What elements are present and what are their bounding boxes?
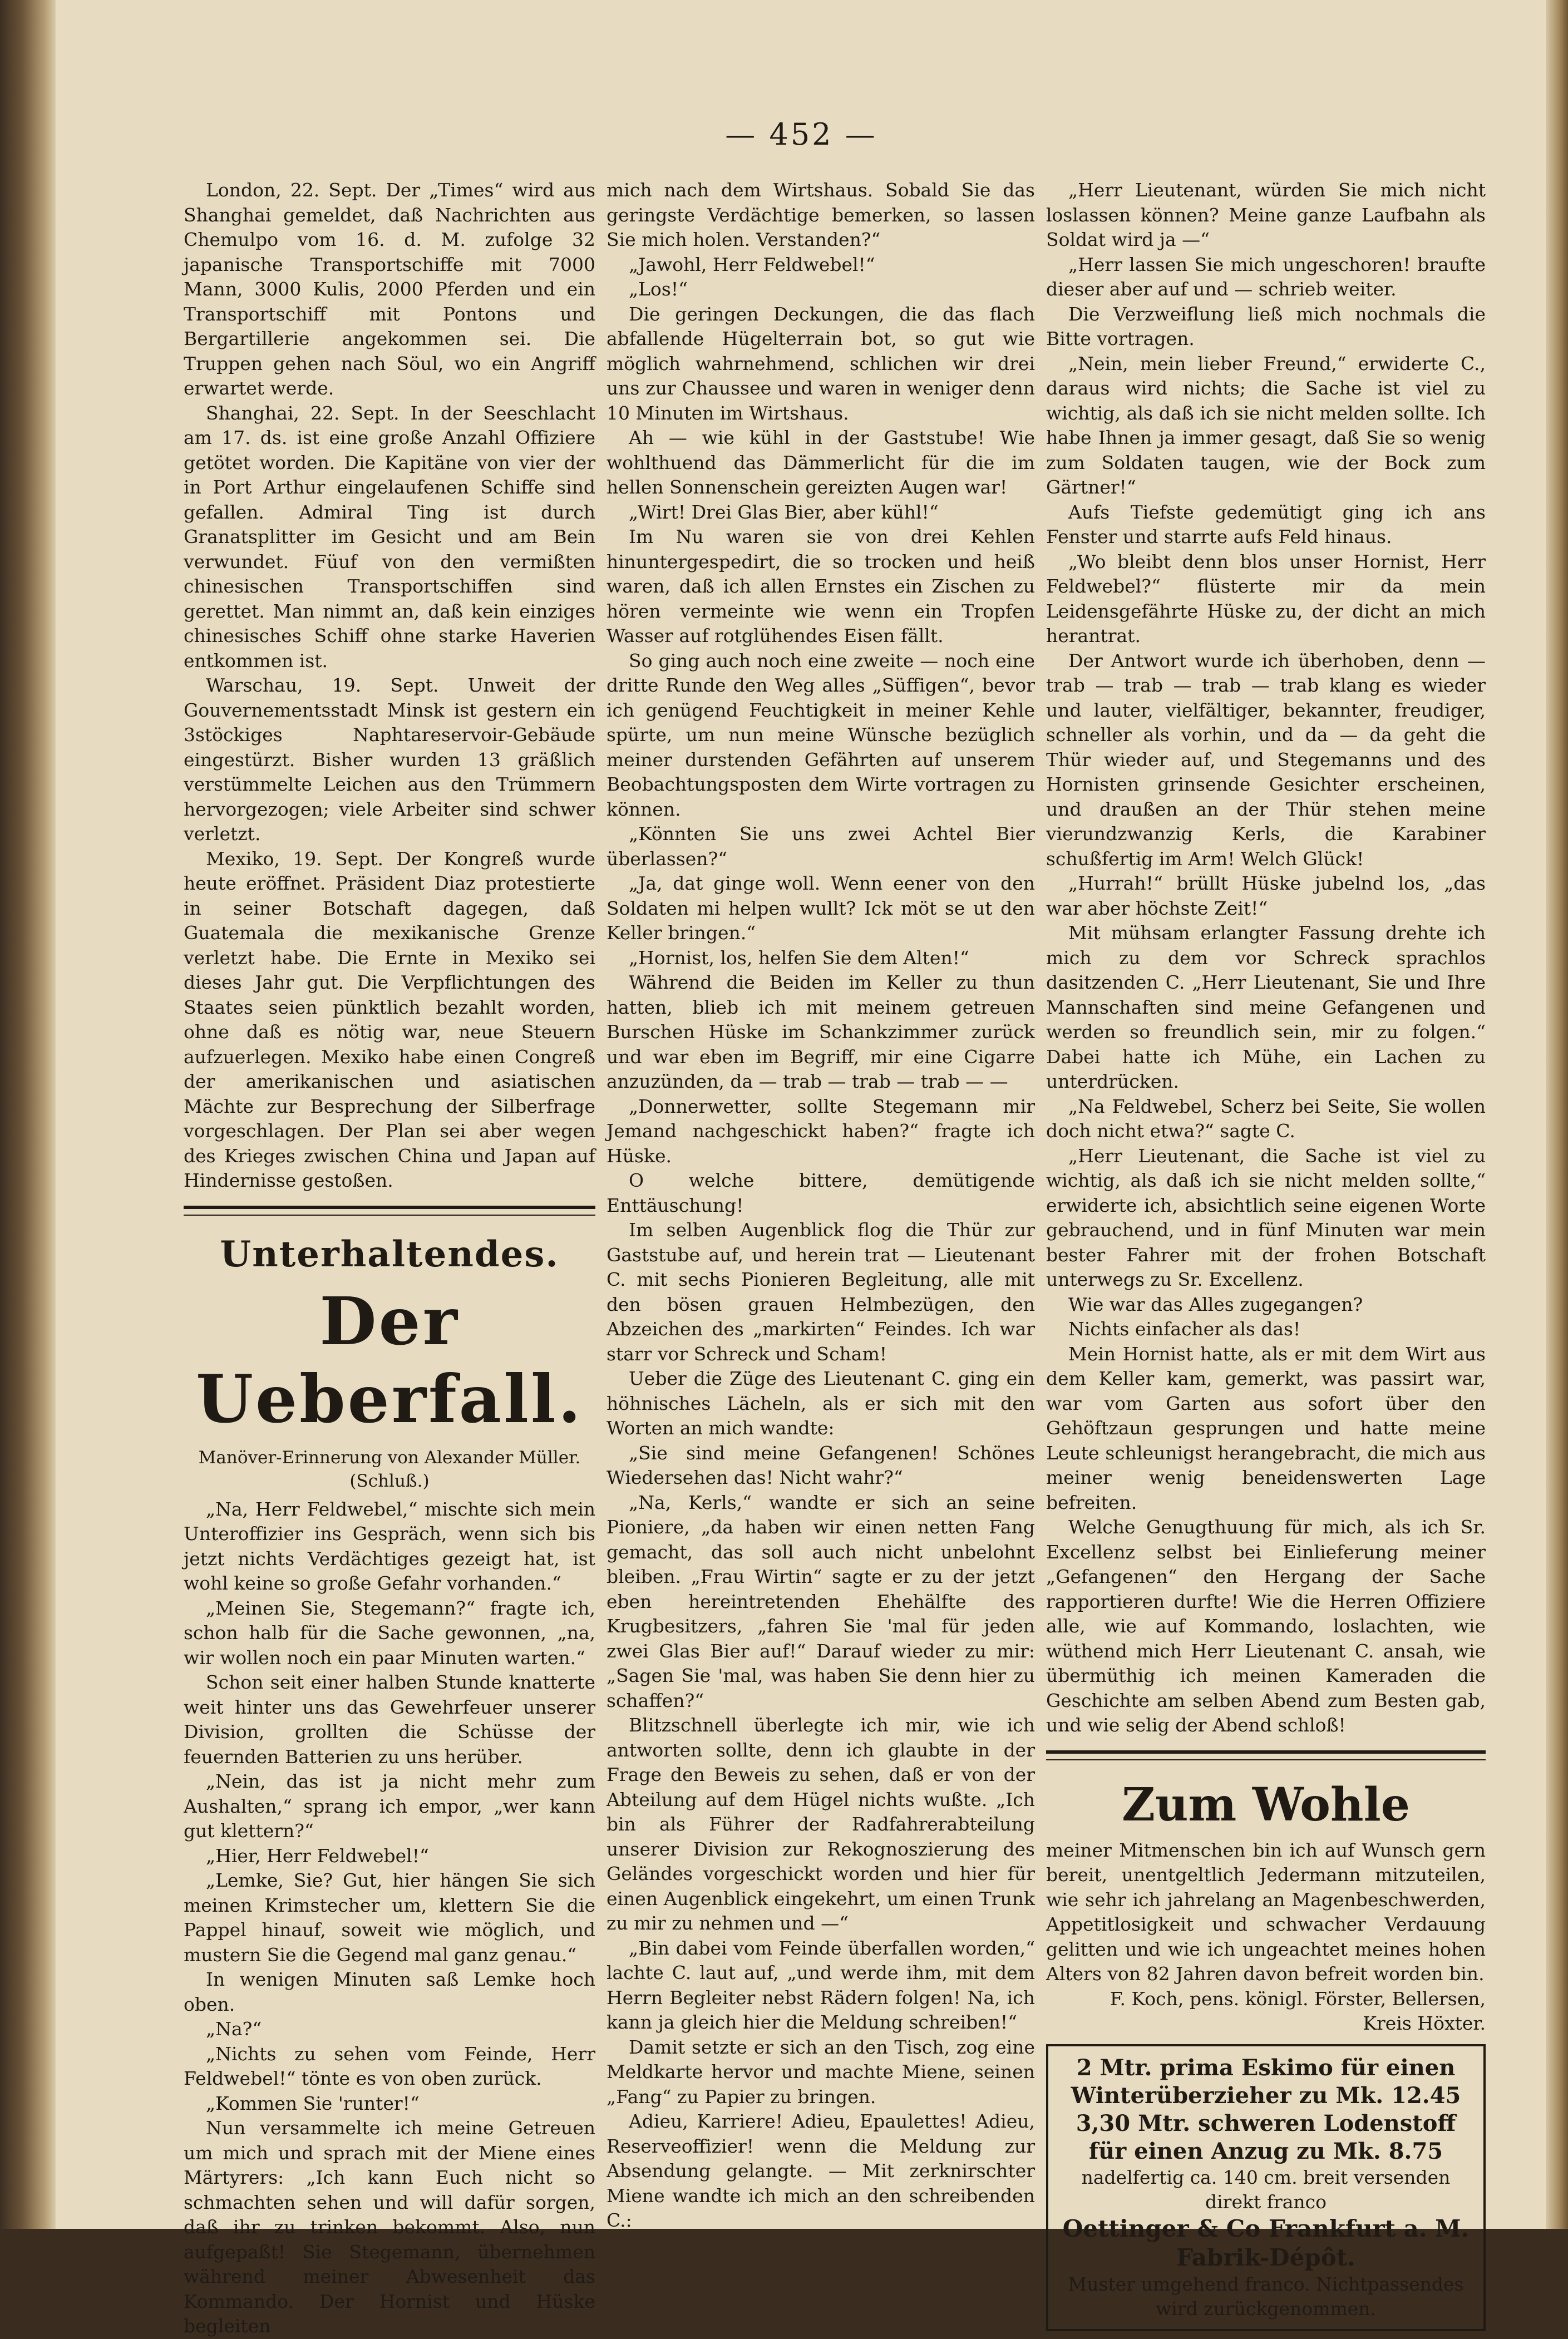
story-paragraph: „Los!“ xyxy=(629,278,688,300)
story-paragraph: „Könnten Sie uns zwei Achtel Bier überlassen?“ xyxy=(607,823,1035,870)
news-item: Shanghai, 22. Sept. In der Seeschlacht am 17. ds. ist eine große Anzahl Offiziere getötet worden. Die Kapitäne von vier der in Port Arthur eingelaufenen Schiffe sind gefallen. Admiral Ting ist durch Granatsplitter im Gesicht und am Bein verwundet. Füuf von den vermißten chinesischen Transportschiffen sind gerettet. Man nimmt an, daß kein einziges chinesisches Schiff ohne starke Haverien entkommen ist. xyxy=(184,402,595,672)
story-paragraph: „Kommen Sie 'runter!“ xyxy=(206,2092,420,2114)
story-paragraph: „Hier, Herr Feldwebel!“ xyxy=(206,1844,429,1867)
story-paragraph: mich nach dem Wirtshaus. Sobald Sie das geringste Verdächtige bemerken, so lassen Sie mich holen. Verstanden?“ xyxy=(607,179,1035,250)
story-byline: Manöver-Erinnerung von Alexander Müller. xyxy=(198,1447,581,1468)
ad-divider xyxy=(1046,1750,1486,1760)
story-paragraph: In wenigen Minuten saß Lemke hoch oben. xyxy=(184,1968,595,2015)
story-paragraph: Nun versammelte ich meine Getreuen um mich und sprach mit der Miene eines Märtyrers: „Ich kann Euch nicht so schmachten sehen und will dafür sorgen, daß ihr zu trinken bekommt. Also, nun aufgepaßt! Sie Stegemann, übernehmen während meiner Abwesenheit das Kommando. Der Hornist und Hüske begleiten xyxy=(184,2117,595,2337)
story-paragraph: „Hurrah!“ brüllt Hüske jubelnd los, „das war aber höchste Zeit!“ xyxy=(1046,872,1486,919)
news-item: Mexiko, 19. Sept. Der Kongreß wurde heute eröffnet. Präsident Diaz protestierte in seiner Botschaft dagegen, daß Guatemala die mexikanische Grenze verletzt habe. Die Ernte in Mexiko sei dieses Jahr gut. Die Verpflichtungen des Staates seien pünktlich bezahlt worden, ohne daß es nötig war, neue Steuern aufzuerlegen. Mexiko habe einen Congreß der amerikanischen und asiatischen Mächte zur Besprechung der Silberfrage vorgeschlagen. Der Plan sei aber wegen des Krieges zwischen China und Japan auf Hindernisse gestoßen. xyxy=(184,847,595,1191)
ad-title: Zum Wohle xyxy=(1122,1778,1410,1832)
ad-offer-1: 2 Mtr. prima Eskimo für einen Winterüberzieher zu Mk. 12.45 xyxy=(1071,2054,1461,2109)
story-paragraph: „Nein, das ist ja nicht mehr zum Aushalten,“ sprang ich empor, „wer kann gut klettern?“ xyxy=(184,1770,595,1842)
story-paragraph: Mit mühsam erlangter Fassung drehte ich mich zu dem vor Schreck sprachlos dasitzenden C. „Herr Lieutenant, Sie und Ihre Mannschaften sind meine Gefangenen und werden so freundlich sein, mir zu folgen.“ Dabei hatte ich Mühe, ein Lachen zu unterdrücken. xyxy=(1046,922,1486,1092)
story-paragraph: „Wirt! Drei Glas Bier, aber kühl!“ xyxy=(629,501,939,523)
story-paragraph: „Na?“ xyxy=(206,2018,262,2040)
story-paragraph: Schon seit einer halben Stunde knatterte weit hinter uns das Gewehrfeuer unserer Division, grollten die Schüsse der feuernden Batterien zu uns herüber. xyxy=(184,1671,595,1768)
section-heading: Unterhaltendes. xyxy=(220,1233,559,1275)
story-paragraph: O welche bittere, demütigende Enttäuschung! xyxy=(607,1170,1035,1216)
story-paragraph: So ging auch noch eine zweite — noch eine dritte Runde den Weg alles „Süffigen“, bevor ich genügend Feuchtigkeit in meiner Kehle spürte, um nun meine Wünsche bezüglich meiner durstenden Gefährten auf unserem Beobachtungsposten dem Wirte vortragen zu können. xyxy=(607,649,1035,820)
news-item: Warschau, 19. Sept. Unweit der Gouvernementsstadt Minsk ist gestern ein 3stöckiges Naphtareservoir-Gebäude eingestürzt. Bisher wurden 13 gräßlich verstümmelte Leichen aus den Trümmern hervorgezogen; viele Arbeiter sind schwer verletzt. xyxy=(184,674,595,845)
story-paragraph: „Na Feldwebel, Scherz bei Seite, Sie wollen doch nicht etwa?“ sagte C. xyxy=(1046,1095,1486,1142)
story-paragraph: „Jawohl, Herr Feldwebel!“ xyxy=(629,253,875,275)
story-paragraph: „Nein, mein lieber Freund,“ erwiderte C., daraus wird nichts; die Sache ist viel zu wichtig, als daß ich sie nicht melden sollte. Ich habe Ihnen ja immer gesagt, daß Sie so wenig zum Soldaten taugen, wie der Bock zum Gärtner!“ xyxy=(1046,352,1486,498)
story-paragraph: „Herr Lieutenant, würden Sie mich nicht loslassen können? Meine ganze Laufbahn als Soldat wird ja —“ xyxy=(1046,179,1486,250)
column-3 xyxy=(1046,178,1486,2331)
book-binding xyxy=(0,0,56,2229)
story-paragraph: „Ja, dat ginge woll. Wenn eener von den Soldaten mi helpen wullt? Ick möt se ut den Keller bringen.“ xyxy=(607,872,1035,944)
story-paragraph: Mein Hornist hatte, als er mit dem Wirt aus dem Keller kam, gemerkt, was passirt war, war vom Garten aus sofort über den Gehöftzaun gesprungen und hatte meine Leute schleunigst herangebracht, die mich aus meiner wenig beneidenswerten Lage befreiten. xyxy=(1046,1343,1486,1513)
page-number: — 452 — xyxy=(725,117,877,152)
story-paragraph: Wie war das Alles zugegangen? xyxy=(1068,1293,1363,1315)
story-title: Der Ueberfall. xyxy=(196,1282,583,1438)
ad-shipping-note: nadelfertig ca. 140 cm. breit versenden direkt franco xyxy=(1081,2166,1451,2213)
ad-text: meiner Mitmenschen bin ich auf Wunsch gern bereit, unentgeltlich Jedermann mitzuteilen, wie sehr ich jahrelang an Magenbeschwerden, Appetitlosigkeit und schwacher Verdauung gelitten und wie ich ungeachtet meines hohen Alters von 82 Jahren davon befreit worden bin. xyxy=(1046,1839,1486,1985)
ad-footer: Muster umgehend franco. Nichtpassendes wird zurückgenommen. xyxy=(1068,2273,1464,2320)
story-paragraph: Der Antwort wurde ich überhoben, denn — trab — trab — trab — trab klang es wieder und lauter, vielfältiger, bekannter, freudiger, schneller als vorhin, und da — da geht die Thür wieder auf, und Stegemanns und des Hornisten grinsende Gesichter erscheinen, und draußen an der Thür stehen meine vierundzwanzig Kerls, die Karabiner schußfertig im Arm! Welch Glück! xyxy=(1046,649,1486,870)
ad-signature: F. Koch, pens. königl. Förster, Bellersen, Kreis Höxter. xyxy=(1110,1987,1486,2034)
story-paragraph: „Herr Lieutenant, die Sache ist viel zu wichtig, als daß ich sie nicht melden sollte,“ erwiderte ich, absichtlich seine eigenen Worte gebrauchend, und in fünf Minuten war mein bester Fahrer mit der frohen Botschaft unterwegs zu Sr. Excellenz. xyxy=(1046,1144,1486,1290)
story-paragraph: Damit setzte er sich an den Tisch, zog eine Meldkarte hervor und machte Miene, seinen „Fang“ zu Papier zu bringen. xyxy=(607,2036,1035,2108)
advertisement-health xyxy=(1046,1777,1486,2036)
story-paragraph: „Sie sind meine Gefangenen! Schönes Wiedersehen das! Nicht wahr?“ xyxy=(607,1442,1035,1488)
column-1 xyxy=(184,178,595,2339)
section-divider xyxy=(184,1206,595,1216)
story-paragraph: „Na, Kerls,“ wandte er sich an seine Pioniere, „da haben wir einen netten Fang gemacht, das soll auch nicht unbelohnt bleiben. „Frau Wirtin“ sagte er zu der jetzt eben hereintretenden Ehehälfte des Krugbesitzers, „fahren Sie 'mal für jeden zwei Glas Bier auf!“ Darauf wieder zu mir: „Sagen Sie 'mal, was haben Sie denn hier zu schaffen?“ xyxy=(607,1491,1035,1711)
story-paragraph: Die geringen Deckungen, die das flach abfallende Hügelterrain bot, so gut wie möglich wahrnehmend, schlichen wir drei uns zur Chaussee und waren in weniger denn 10 Minuten im Wirtshaus. xyxy=(607,303,1035,424)
story-paragraph: „Na, Herr Feldwebel,“ mischte sich mein Unteroffizier ins Gespräch, wenn sich bis jetzt nichts Verdächtiges gezeigt hat, ist wohl keine so große Gefahr vorhanden.“ xyxy=(184,1498,595,1594)
story-paragraph: Ah — wie kühl in der Gaststube! Wie wohlthuend das Dämmerlicht für die im hellen Sonnenschein gereizten Augen war! xyxy=(607,427,1035,498)
advertisement-cloth xyxy=(1046,2044,1486,2331)
news-section xyxy=(184,178,595,1193)
story-paragraph: „Wo bleibt denn blos unser Hornist, Herr Feldwebel?“ flüsterte mir da mein Leidensgefährte Hüske zu, der dicht an mich herantrat. xyxy=(1046,550,1486,647)
story-continuation-note: (Schluß.) xyxy=(349,1470,430,1491)
page-edge xyxy=(1546,0,1568,2229)
story-paragraph: Die Verzweiflung ließ mich nochmals die Bitte vortragen. xyxy=(1046,303,1486,349)
story-paragraph: „Lemke, Sie? Gut, hier hängen Sie sich meinen Krimstecher um, klettern Sie die Pappel hinauf, soweit wie möglich, und mustern Sie die Gegend mal ganz genau.“ xyxy=(184,1869,595,1966)
column-2 xyxy=(607,178,1035,2233)
story-body-1 xyxy=(184,1497,595,2339)
story-paragraph: Ueber die Züge des Lieutenant C. ging ein höhnisches Lächeln, als er sich mit den Worten an mich wandte: xyxy=(607,1368,1035,1439)
news-item: London, 22. Sept. Der „Times“ wird aus Shanghai gemeldet, daß Nachrichten aus Chemulpo vom 16. d. M. zufolge 32 japanische Transportschiffe mit 7000 Mann, 3000 Kulis, 2000 Pferden und ein Transportschiff mit Pontons und Bergartillerie angekommen sei. Die Truppen gehen nach Söul, wo ein Angriff erwartet werde. xyxy=(184,179,595,399)
ad-firm-name: Oettinger & Co Frankfurt a. M. Fabrik-Dépôt. xyxy=(1062,2214,1470,2271)
story-paragraph: Welche Genugthuung für mich, als ich Sr. Excellenz selbst bei Einlieferung meiner „Gefangenen“ den Hergang der Sache rapportieren durfte! Wie die Herren Offiziere alle, wie auf Kommando, loslachten, wie wüthend mich Herr Lieutenant C. ansah, wie übermüthig ich meinen Kameraden die Geschichte am selben Abend zum Besten gab, und wie selig der Abend schloß! xyxy=(1046,1516,1486,1736)
story-paragraph: „Bin dabei vom Feinde überfallen worden,“ lachte C. laut auf, „und werde ihm, mit dem Herrn Begleiter nebst Rädern folgen! Na, ich kann ja gleich hier die Meldung schreiben!“ xyxy=(607,1937,1035,2033)
story-paragraph: Aufs Tiefste gedemütigt ging ich ans Fenster und starrte aufs Feld hinaus. xyxy=(1046,501,1486,547)
story-paragraph: Im selben Augenblick flog die Thür zur Gaststube auf, und herein trat — Lieutenant C. mit sechs Pionieren Begleitung, alle mit den bösen grauen Helmbezügen, den Abzeichen des „markirten“ Feindes. Ich war starr vor Schreck und Scham! xyxy=(607,1219,1035,1365)
story-paragraph: „Herr lassen Sie mich ungeschoren! braufte dieser aber auf und — schrieb weiter. xyxy=(1046,253,1486,300)
story-paragraph: Nichts einfacher als das! xyxy=(1068,1318,1301,1340)
story-paragraph: Adieu, Karriere! Adieu, Epaulettes! Adieu, Reserveoffizier! wenn die Meldung zur Absendung gelangte. — Mit zerknirschter Miene wandte ich mich an den schreibenden C.: xyxy=(607,2110,1035,2231)
story-paragraph: Blitzschnell überlegte ich mir, wie ich antworten sollte, denn ich glaubte in der Frage den Beweis zu sehen, daß er von der Abteilung auf dem Hügel nichts wußte. „Ich bin als Führer der Radfahrerabteilung unserer Division zur Rekognoszierung des Geländes vorgeschickt worden und hier für einen Augenblick eingekehrt, um einen Trunk zu mir zu nehmen und —“ xyxy=(607,1714,1035,1934)
story-paragraph: Während die Beiden im Keller zu thun hatten, blieb ich mit meinem getreuen Burschen Hüske im Schankzimmer zurück und war eben im Begriff, mir eine Cigarre anzuzünden, da — trab — trab — trab — — xyxy=(607,971,1035,1092)
ad-offer-2: 3,30 Mtr. schweren Lodenstoff für einen Anzug zu Mk. 8.75 xyxy=(1076,2110,1456,2164)
story-paragraph: „Meinen Sie, Stegemann?“ fragte ich, schon halb für die Sache gewonnen, „na, wir wollen noch ein paar Minuten warten.“ xyxy=(184,1597,595,1669)
story-paragraph: „Nichts zu sehen vom Feinde, Herr Feldwebel!“ tönte es von oben zurück. xyxy=(184,2042,595,2089)
story-paragraph: Im Nu waren sie von drei Kehlen hinuntergespedirt, die so trocken und heiß waren, daß ich allen Ernstes ein Zischen zu hören vermeinte wie wenn ein Tropfen Wasser auf rotglühendes Eisen fällt. xyxy=(607,526,1035,647)
story-paragraph: „Donnerwetter, sollte Stegemann mir Jemand nachgeschickt haben?“ fragte ich Hüske. xyxy=(607,1095,1035,1167)
story-paragraph: „Hornist, los, helfen Sie dem Alten!“ xyxy=(629,946,969,969)
